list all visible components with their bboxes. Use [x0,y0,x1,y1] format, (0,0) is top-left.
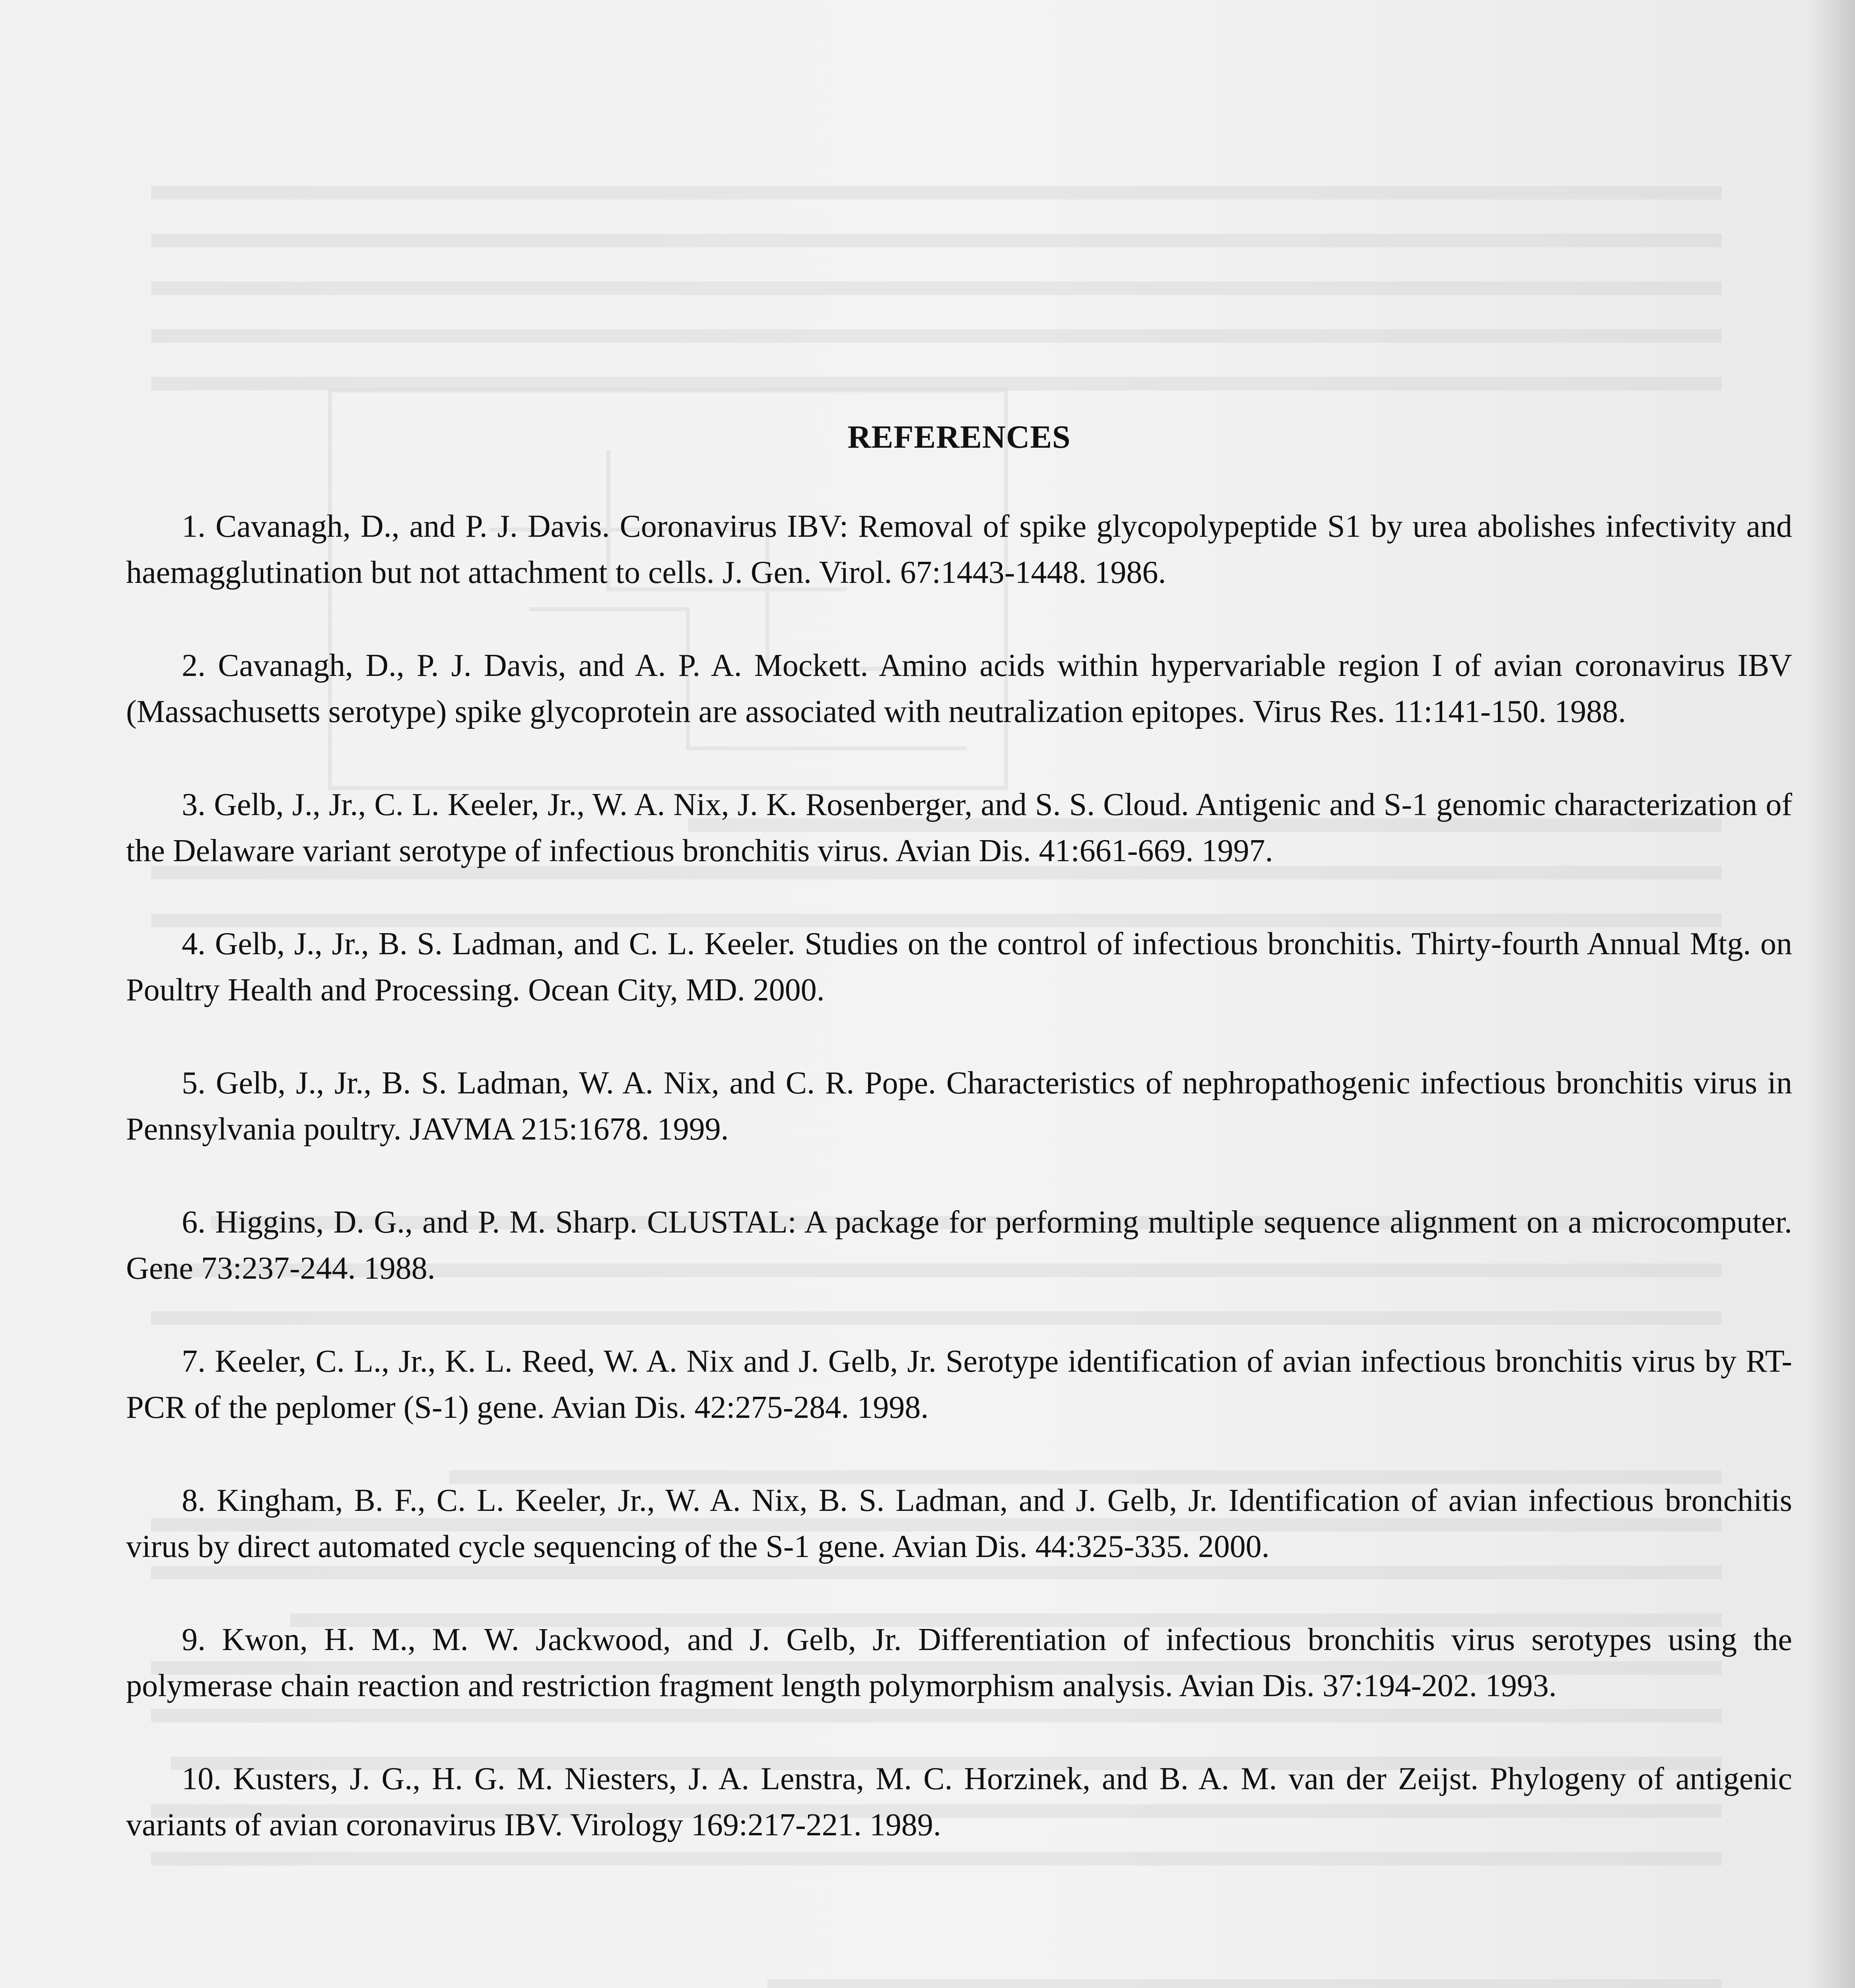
reference-item-8 [126,1477,1792,1570]
reference-text: Gelb, J., Jr., B. S. Ladman, W. A. Nix, and C. R. Pope. Characteristics of nephropathogenic infectious bronchitis virus in Pennsylvania poultry. JAVMA 215:1678. 1999. [126,1066,1792,1147]
reference-item-9 [126,1617,1792,1709]
reference-text: Cavanagh, D., P. J. Davis, and A. P. A. Mockett. Amino acids within hypervariable region I of avian coronavirus IBV (Massachusetts serotype) spike glycoprotein are associated with neutralization epitopes. Virus Res. 11:141-150. 1988. [126,648,1792,730]
reference-number: 2. [182,648,206,683]
reference-text: Gelb, J., Jr., B. S. Ladman, and C. L. Keeler. Studies on the control of infectious bronchitis. Thirty-fourth Annual Mtg. on Poultry Health and Processing. Ocean City, MD. 2000. [126,926,1792,1008]
reference-item-10 [126,1756,1792,1848]
reference-number: 5. [182,1066,206,1101]
reference-number: 8. [182,1483,206,1518]
reference-number: 3. [182,787,206,823]
reference-text: Kwon, H. M., M. W. Jackwood, and J. Gelb, Jr. Differentiation of infectious bronchitis virus serotypes using the polymerase chain reaction and restriction fragment length polymorphism analysis. Avian Dis. 37:194-202. 1993. [126,1622,1793,1704]
reference-item-5 [126,1060,1792,1152]
reference-item-7 [126,1338,1792,1431]
reference-text: Cavanagh, D., and P. J. Davis. Coronavirus IBV: Removal of spike glycopolypeptide S1 by urea abolishes infectivity and haemagglutination but not attachment to cells. J. Gen. Virol. 67:1443-1448. 1986. [126,509,1793,590]
references-section [126,417,1792,1895]
reference-number: 7. [182,1344,206,1379]
references-heading: REFERENCES [847,419,1071,455]
reference-item-4 [126,921,1792,1013]
reference-text: Kingham, B. F., C. L. Keeler, Jr., W. A. Nix, B. S. Ladman, and J. Gelb, Jr. Identification of avian infectious bronchitis virus by direct automated cycle sequencing of the S-1 gene. Avian Dis. 44:325-335. 2000. [126,1483,1792,1565]
reference-number: 6. [182,1205,206,1240]
reference-text: Kusters, J. G., H. G. M. Niesters, J. A. Lenstra, M. C. Horzinek, and B. A. M. van der Zeijst. Phylogeny of antigenic variants of avian coronavirus IBV. Virology 169:217-221. 1989. [126,1761,1793,1843]
reference-number: 9. [182,1622,206,1658]
reference-item-1 [126,503,1792,596]
reference-number: 4. [182,926,206,962]
reference-text: Keeler, C. L., Jr., K. L. Reed, W. A. Nix and J. Gelb, Jr. Serotype identification of avian infectious bronchitis virus by RT-PCR of the peplomer (S-1) gene. Avian Dis. 42:275-284. 1998. [126,1344,1793,1425]
reference-text: Higgins, D. G., and P. M. Sharp. CLUSTAL: A package for performing multiple sequence alignment on a microcomputer. Gene 73:237-244. 1988. [126,1205,1793,1286]
reference-number: 1. [182,509,206,544]
reference-item-3 [126,782,1792,874]
reference-text: Gelb, J., Jr., C. L. Keeler, Jr., W. A. Nix, J. K. Rosenberger, and S. S. Cloud. Antigenic and S-1 genomic characterization of the Delaware variant serotype of infectious bronchitis virus. Avian Dis. 41:661-669. 1997. [126,787,1793,869]
reference-number: 10. [182,1761,221,1797]
reference-item-6 [126,1199,1792,1291]
reference-item-2 [126,643,1792,735]
